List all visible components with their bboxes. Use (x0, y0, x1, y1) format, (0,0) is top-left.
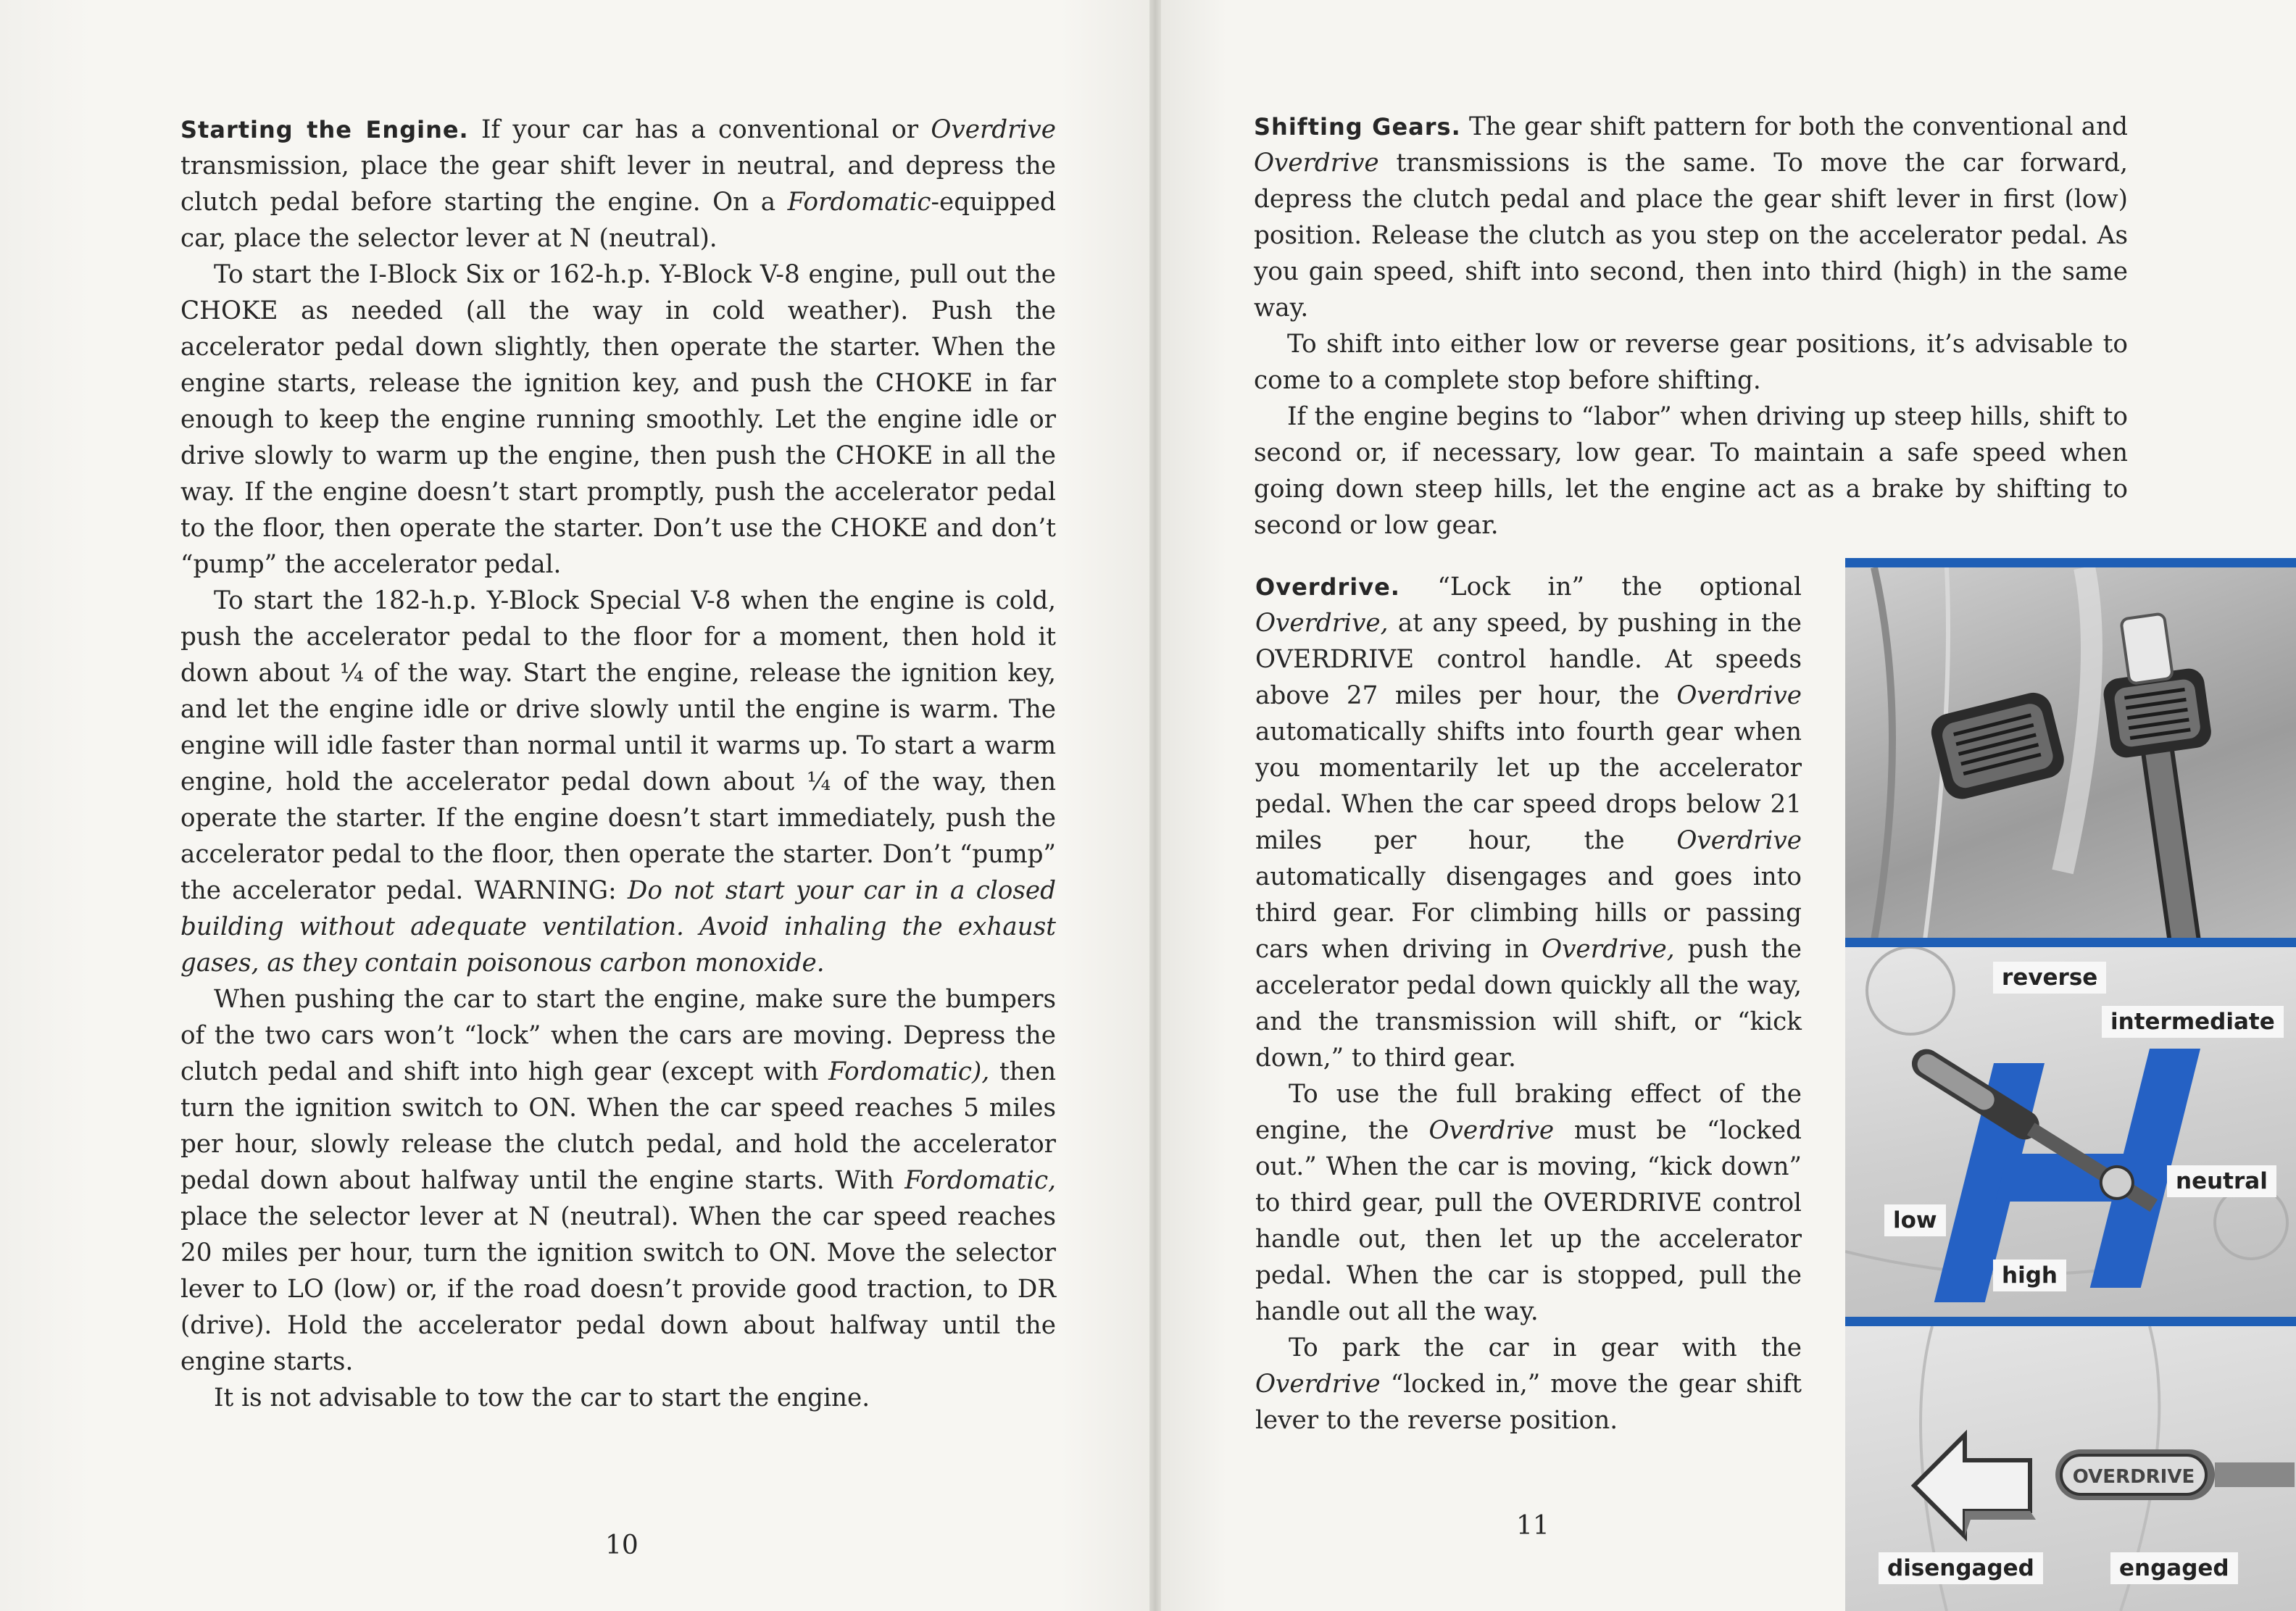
shifting-gears-section (1254, 109, 2128, 544)
text-run: Overdrive (1428, 1116, 1555, 1145)
section-heading: Starting the Engine. (180, 116, 469, 143)
text-run: “Lock in” the optional (1399, 573, 1802, 601)
text-run: Overdrive (1254, 149, 1379, 178)
text-run: -equipped car, place the selector lever at N (neutral). (180, 188, 1056, 253)
shift-pattern-illustration (1845, 947, 2296, 1317)
blue-divider (1845, 938, 2296, 948)
book-gutter (1149, 0, 1161, 1611)
text-run: Fordomatic, (904, 1166, 1056, 1195)
text-run: “locked in,” move the gear shift lever to the reverse position. (1255, 1370, 1802, 1435)
shift-label-reverse: reverse (1993, 962, 2106, 994)
text-run: To park the car in gear with the (1289, 1333, 1802, 1362)
text-run: If the engine begins to “labor” when driving up steep hills, shift to second or, if necessary, low gear. To maintain a safe speed when going down steep hills, let the engine act as a brake by shifting to second or low gear. (1254, 402, 2128, 540)
paragraph (180, 981, 1056, 1380)
text-run: To start the I-Block Six or 162-h.p. Y-Block V-8 engine, pull out the CHOKE as needed (all the way in cold weather). Push the accelerator pedal down slightly, then operate the starter. When the engine starts, release the ignition key, and push the CHOKE in far enough to keep the engine running smoothly. Let the engine idle or drive slowly to warm up the engine, then push the CHOKE in all the way. If the engine doesn’t start promptly, push the accelerator pedal to the floor, then operate the starter. Don’t use the CHOKE and don’t “pump” the accelerator pedal. (180, 260, 1056, 579)
page-number-left: 10 (605, 1531, 639, 1560)
section-heading: Shifting Gears. (1254, 113, 1461, 141)
text-run: It is not advisable to tow the car to start the engine. (214, 1383, 870, 1412)
text-run: at any speed, by pushing in the OVERDRIVE control handle. At speeds above 27 miles per hour, the (1255, 609, 1802, 710)
paragraph (1254, 109, 2128, 326)
text-run: push the accelerator pedal down quickly all the way, and the transmission will shift, or “kick down,” to third gear. (1255, 935, 1802, 1073)
od-label-engaged: engaged (2110, 1552, 2238, 1584)
text-run: The gear shift pattern for both the conventional and (1460, 112, 2128, 141)
text-run: Overdrive (1255, 1370, 1381, 1399)
paragraph (1255, 569, 1802, 1076)
text-run: Do not start your car in a closed building without adequate ventilation. Avoid inhaling the exhaust gases, as they contain poisonous carbon monoxide. (180, 876, 1056, 978)
page-number-right: 11 (1516, 1511, 1550, 1541)
paragraph (180, 1380, 1056, 1416)
text-run: Overdrive (931, 115, 1056, 144)
text-run: Fordomatic), (828, 1057, 990, 1086)
text-run: Overdrive (1676, 826, 1802, 855)
pedals-illustration (1845, 567, 2296, 940)
text-run: To shift into either low or reverse gear positions, it’s advisable to come to a complete stop before shifting. (1254, 330, 2128, 395)
text-run: To use the full braking effect of the engine, the (1255, 1080, 1802, 1145)
paragraph (1255, 1076, 1802, 1330)
text-run: Overdrive, (1255, 609, 1389, 638)
paragraph (180, 112, 1056, 257)
shift-label-neutral: neutral (2167, 1165, 2276, 1197)
text-run: must be “locked out.” When the car is moving, “kick down” to third gear, pull the OVERDRIVE control handle out, then let up the accelerator pedal. When the car is stopped, pull the handle out all the way. (1255, 1116, 1802, 1326)
text-run: Overdrive (1676, 681, 1802, 710)
paragraph (180, 257, 1056, 583)
blue-divider (1845, 1317, 2296, 1327)
shift-label-intermediate: intermediate (2102, 1006, 2284, 1038)
text-run: automatically shifts into fourth gear when you momentarily let up the accelerator pedal. When the car speed drops below 21 miles per hour, the (1255, 717, 1802, 855)
text-run: then turn the ignition switch to ON. When the car speed reaches 5 miles per hour, slowly release the clutch pedal, and hold the accelerator pedal down about halfway until the engine starts. With (180, 1057, 1057, 1195)
text-run: If your car has a conventional or (468, 115, 931, 144)
text-run: To start the 182-h.p. Y-Block Special V-8 when the engine is cold, push the accelerator pedal to the floor for a moment, then hold it down about ¼ of the way. Start the engine, release the ignition key, and let the engine idle or drive slowly until the engine is warm. The engine will idle faster than normal until it warms up. To start a warm engine, hold the accelerator pedal down about ¼ of the way, then operate the starter. If the engine doesn’t start immediately, push the accelerator pedal to the floor, then operate the starter. Don’t “pump” the accelerator pedal. WARNING: (180, 586, 1056, 905)
text-run: When pushing the car to start the engine, make sure the bumpers of the two cars won’t “lock” when the cars are moving. Depress the clutch pedal and shift into high gear (except with (180, 985, 1056, 1086)
paragraph (180, 583, 1056, 981)
text-run: transmission, place the gear shift lever in neutral, and depress the clutch pedal before starting the engine. On a (180, 151, 1056, 217)
paragraph (1254, 399, 2128, 544)
blue-divider (1845, 558, 2296, 568)
text-run: Fordomatic (787, 188, 931, 217)
od-label-disengaged: disengaged (1879, 1552, 2043, 1584)
shift-label-high: high (1993, 1260, 2066, 1291)
paragraph (1255, 1330, 1802, 1439)
starting-engine-section (180, 112, 1056, 1416)
shift-label-low: low (1884, 1204, 1946, 1236)
paragraph (1254, 326, 2128, 399)
text-run: transmissions is the same. To move the car forward, depress the clutch pedal and place the gear shift lever in first (low) position. Release the clutch as you step on the accelerator pedal. As you gain speed, shift into second, then into third (high) in the same way. (1254, 149, 2128, 322)
overdrive-handle-text: OVERDRIVE (2072, 1466, 2195, 1488)
text-run: automatically disengages and goes into third gear. For climbing hills or passing cars when driving in (1255, 862, 1802, 964)
text-run: Overdrive, (1542, 935, 1675, 964)
text-run: place the selector lever at N (neutral). When the car speed reaches 20 miles per hour, turn the ignition switch to ON. Move the selector lever to LO (low) or, if the road doesn’t provide good traction, to DR (drive). Hold the accelerator pedal down about halfway until the engine starts. (180, 1202, 1056, 1376)
section-heading: Overdrive. (1255, 573, 1400, 601)
overdrive-section (1255, 569, 1802, 1439)
